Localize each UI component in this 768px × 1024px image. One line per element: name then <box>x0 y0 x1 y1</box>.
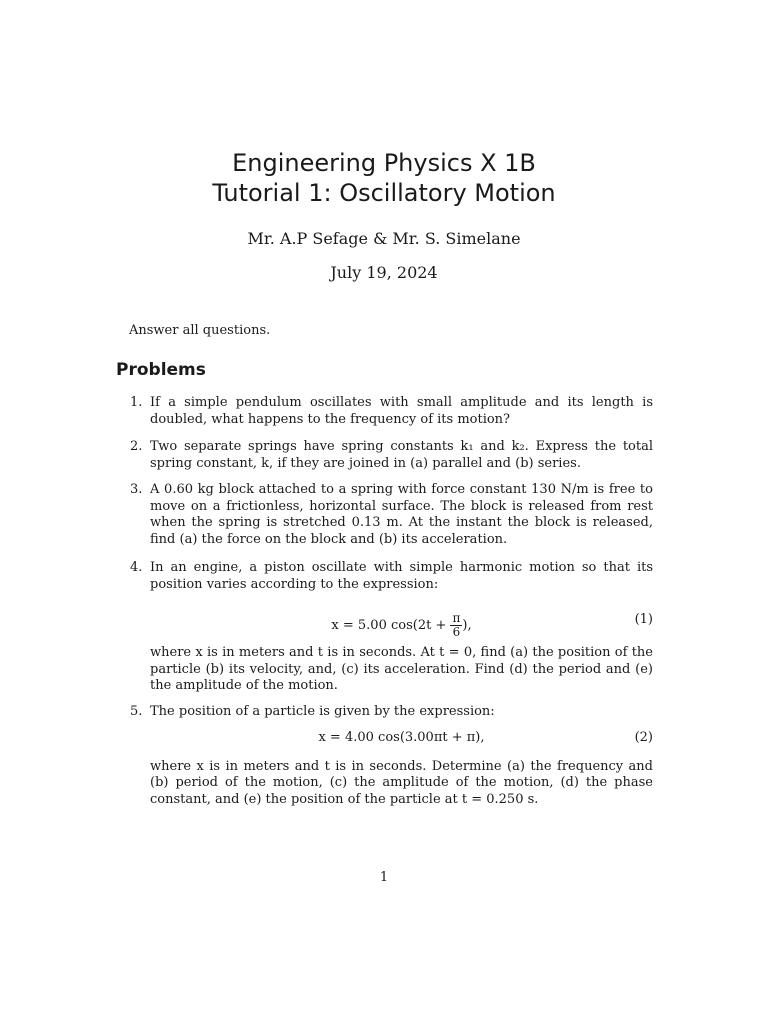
problem-text: The position of a particle is given by the expression: <box>150 704 495 719</box>
problem-text: A 0.60 kg block attached to a spring with force constant 130 N/m is free to move on a frictionless, horizontal surface. The block is released from rest when the spring is stretched 0.13 m. At the instant the block is released, find (a) the force on the block and (b) its acceleration. <box>150 482 653 547</box>
instructions: Answer all questions. <box>129 323 271 338</box>
authors: Mr. A.P Sefage & Mr. S. Simelane <box>247 229 521 248</box>
problem-number: 2. <box>130 439 143 454</box>
problem-text: If a simple pendulum oscillates with small amplitude and its length is doubled, what happens to the frequency of its motion? <box>150 395 653 427</box>
problem-number: 3. <box>130 482 143 497</box>
fraction: $\frac{\pi}{6}$ <box>452 611 461 639</box>
document-title-line1: Engineering Physics X 1B <box>232 149 536 177</box>
equation-number: (1) <box>634 612 653 627</box>
equation-1-math: x = 5.00 cos(2t + $\frac{\pi}{6}$ ), <box>331 611 472 639</box>
problem-item-3 <box>130 482 653 548</box>
problem-text: In an engine, a piston oscillate with simple harmonic motion so that its position varies according to the expression: <box>150 560 653 592</box>
section-heading: Problems <box>116 360 206 380</box>
problem-item-4 <box>130 560 653 695</box>
problem-item-1 <box>130 395 653 428</box>
document-title-line2: Tutorial 1: Oscillatory Motion <box>212 179 556 207</box>
problem-text: Two separate springs have spring constants k₁ and k₂. Express the total spring constant, k, if they are joined in (a) parallel and (b) series. <box>150 439 653 471</box>
equation-2 <box>150 725 653 755</box>
problem-item-2 <box>130 439 653 472</box>
document-date: July 19, 2024 <box>330 263 438 282</box>
problem-number: 5. <box>130 704 143 719</box>
problem-number: 4. <box>130 560 143 575</box>
equation-number: (2) <box>634 729 653 745</box>
equation-1 <box>150 603 653 637</box>
equation-2-math: x = 4.00 cos(3.00πt + π), <box>318 729 485 745</box>
problem-number: 1. <box>130 395 143 410</box>
problem-text-after: where x is in meters and t is in seconds. Determine (a) the frequency and (b) period of the motion, (c) the amplitude of the motion, (d) the phase constant, and (e) the position of the particle at t = 0.250 s. <box>150 758 653 807</box>
problem-item-5 <box>130 704 653 808</box>
page-number: 1 <box>379 870 389 885</box>
problem-text-after: where x is in meters and t is in seconds. At t = 0, find (a) the position of the particle (b) its velocity, and, (c) its acceleration. Find (d) the period and (e) the amplitude of the motion. <box>150 645 653 693</box>
